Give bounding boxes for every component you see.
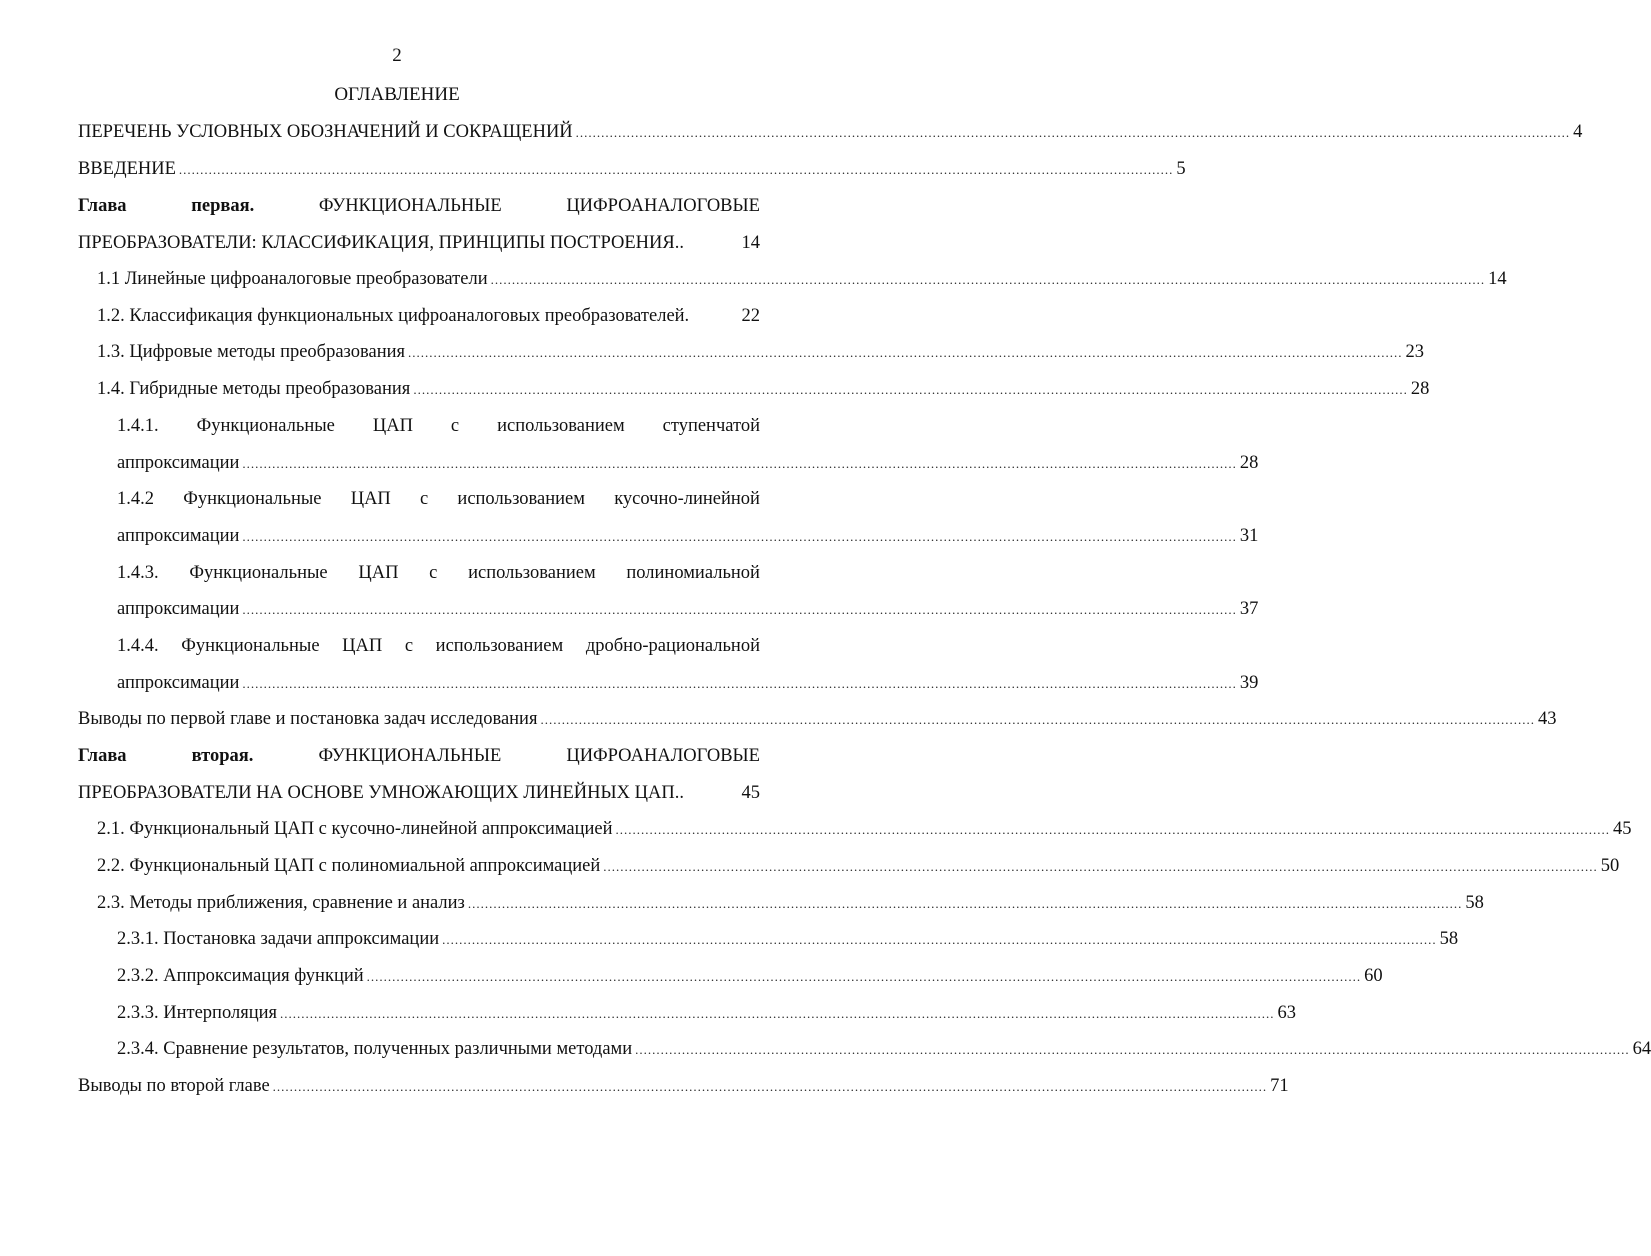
- chapter-word: Глава: [78, 746, 127, 766]
- toc-entry-1-4-3-line2[interactable]: [117, 597, 1259, 622]
- toc-word: использованием: [468, 563, 596, 583]
- chapter-title-word: ФУНКЦИОНАЛЬНЫЕ: [318, 196, 502, 216]
- dot-leader: ..........................................................................................................................................................................................................................................: [540, 712, 1535, 727]
- toc-word: использованием: [435, 636, 564, 656]
- toc-word: полиномиальной: [626, 563, 760, 583]
- dot-leader: ..........................................................................................................................................................................................................................................: [442, 932, 1437, 947]
- toc-word: использованием: [497, 416, 625, 436]
- toc-chapter-2-line2[interactable]: [78, 781, 760, 805]
- toc-entry-1-4-2-line1[interactable]: [117, 487, 760, 511]
- toc-word: дробно-рациональной: [585, 636, 760, 656]
- toc-word: с: [420, 489, 429, 509]
- toc-entry-1-2[interactable]: [97, 304, 760, 328]
- toc-entry-abbreviations[interactable]: [78, 120, 1583, 145]
- toc-page-number: 4: [1573, 122, 1583, 142]
- toc-word: Функциональные: [196, 416, 335, 436]
- toc-page-number: 58: [1439, 929, 1459, 949]
- toc-page-number: 37: [1239, 599, 1259, 619]
- toc-word: с: [450, 416, 460, 436]
- toc-entry-text: ПРЕОБРАЗОВАТЕЛИ: КЛАССИФИКАЦИЯ, ПРИНЦИПЫ ПОСТРОЕНИЯ..: [78, 233, 684, 253]
- toc-entry-text: 1.2. Классификация функциональных цифроаналоговых преобразователей.: [97, 306, 690, 326]
- chapter-number-word: вторая.: [191, 746, 254, 766]
- toc-entry-text: ВВЕДЕНИЕ: [78, 159, 176, 179]
- toc-entry-2-3[interactable]: [97, 891, 1484, 916]
- toc-entry-text: 2.2. Функциональный ЦАП с полиномиальной аппроксимацией: [97, 856, 601, 876]
- toc-entry-text: Выводы по первой главе и постановка задач исследования: [78, 709, 538, 729]
- dot-leader: ..........................................................................................................................................................................................................................................: [242, 676, 1237, 691]
- toc-entry-2-3-1[interactable]: [117, 927, 1459, 952]
- toc-entry-text: ПРЕОБРАЗОВАТЕЛИ НА ОСНОВЕ УМНОЖАЮЩИХ ЛИНЕЙНЫХ ЦАП..: [78, 783, 684, 803]
- toc-entry-text: 2.3.4. Сравнение результатов, полученных различными методами: [117, 1039, 633, 1059]
- toc-entry-text: Выводы по второй главе: [78, 1076, 270, 1096]
- toc-page-number: 71: [1270, 1076, 1289, 1096]
- toc-entry-1-1[interactable]: [97, 267, 1507, 292]
- toc-word: ЦАП: [350, 489, 391, 509]
- toc-entry-text: 1.4. Гибридные методы преобразования: [97, 379, 411, 399]
- toc-entry-2-3-4[interactable]: [117, 1037, 1651, 1062]
- toc-page-number: 23: [1405, 342, 1425, 362]
- toc-entry-text: 2.3.1. Постановка задачи аппроксимации: [117, 929, 440, 949]
- dot-leader: ..........................................................................................................................................................................................................................................: [366, 969, 1362, 984]
- toc-page-number: 5: [1176, 159, 1186, 179]
- toc-word: использованием: [457, 489, 585, 509]
- toc-entry-text: аппроксимации: [117, 599, 240, 619]
- toc-word: 1.4.2: [117, 489, 154, 509]
- dot-leader: ..........................................................................................................................................................................................................................................: [408, 345, 1403, 360]
- toc-entry-1-3[interactable]: [97, 340, 1425, 365]
- toc-page-number: 22: [741, 306, 760, 326]
- toc-chapter-2-heading[interactable]: [78, 744, 760, 768]
- toc-entry-text: 2.3. Методы приближения, сравнение и анализ: [97, 893, 465, 913]
- toc-entry-1-4-2-line2[interactable]: [117, 524, 1259, 549]
- toc-entry-introduction[interactable]: [78, 157, 1186, 182]
- dot-leader: ..........................................................................................................................................................................................................................................: [242, 456, 1237, 471]
- dot-leader: ..........................................................................................................................................................................................................................................: [635, 1042, 1630, 1057]
- chapter-title-word: ЦИФРОАНАЛОГОВЫЕ: [566, 196, 760, 216]
- toc-entry-text: 1.3. Цифровые методы преобразования: [97, 342, 406, 362]
- toc-word: 1.4.4.: [117, 636, 159, 656]
- dot-leader: ..........................................................................................................................................................................................................................................: [272, 1079, 1268, 1094]
- toc-word: Функциональные: [181, 636, 320, 656]
- toc-entry-text: аппроксимации: [117, 453, 240, 473]
- toc-entry-1-4-4-line2[interactable]: [117, 671, 1259, 696]
- toc-page-number: 28: [1239, 453, 1259, 473]
- toc-page-number: 43: [1537, 709, 1557, 729]
- toc-entry-1-4[interactable]: [97, 377, 1430, 402]
- toc-title: ОГЛАВЛЕНИЕ: [334, 84, 460, 105]
- dot-leader: ..........................................................................................................................................................................................................................................: [413, 382, 1408, 397]
- toc-entry-1-4-4-line1[interactable]: [117, 634, 760, 658]
- toc-word: Функциональные: [183, 489, 322, 509]
- toc-entry-text: ПЕРЕЧЕНЬ УСЛОВНЫХ ОБОЗНАЧЕНИЙ И СОКРАЩЕНИЙ: [78, 122, 573, 142]
- toc-entry-conclusions-1[interactable]: [78, 707, 1557, 732]
- toc-word: 1.4.3.: [117, 563, 159, 583]
- chapter-word: Глава: [78, 196, 127, 216]
- toc-page-number: 58: [1465, 893, 1484, 913]
- toc-page-number: 60: [1364, 966, 1383, 986]
- chapter-number-word: первая.: [191, 196, 255, 216]
- toc-entry-text: 2.3.2. Аппроксимация функций: [117, 966, 364, 986]
- toc-word: ЦАП: [342, 636, 383, 656]
- chapter-title-word: ЦИФРОАНАЛОГОВЫЕ: [566, 746, 760, 766]
- dot-leader: ..........................................................................................................................................................................................................................................: [280, 1006, 1275, 1021]
- toc-entry-1-4-1-line2[interactable]: [117, 451, 1259, 476]
- toc-entry-1-4-3-line1[interactable]: [117, 561, 760, 585]
- dot-leader: ..........................................................................................................................................................................................................................................: [575, 125, 1571, 140]
- toc-page-number: 64: [1632, 1039, 1651, 1059]
- chapter-title-word: ФУНКЦИОНАЛЬНЫЕ: [318, 746, 502, 766]
- toc-entry-2-3-3[interactable]: [117, 1001, 1297, 1026]
- toc-page-number: 45: [741, 783, 760, 803]
- toc-word: с: [404, 636, 414, 656]
- page-number: 2: [392, 45, 402, 66]
- toc-entry-text: аппроксимации: [117, 673, 240, 693]
- toc-page-number: 14: [741, 233, 760, 253]
- toc-entry-2-2[interactable]: [97, 854, 1620, 879]
- toc-entry-2-3-2[interactable]: [117, 964, 1383, 989]
- toc-page-number: 45: [1613, 819, 1632, 839]
- toc-entry-2-1[interactable]: [97, 817, 1632, 842]
- toc-chapter-1-heading[interactable]: [78, 194, 760, 218]
- toc-entry-text: 2.3.3. Интерполяция: [117, 1003, 278, 1023]
- toc-word: с: [429, 563, 438, 583]
- toc-entry-text: 2.1. Функциональный ЦАП с кусочно-линейной аппроксимацией: [97, 819, 613, 839]
- dot-leader: ..........................................................................................................................................................................................................................................: [615, 822, 1611, 837]
- dot-leader: ..........................................................................................................................................................................................................................................: [490, 272, 1486, 287]
- toc-word: ЦАП: [358, 563, 399, 583]
- toc-page-number: 14: [1488, 269, 1507, 289]
- toc-word: ступенчатой: [662, 416, 760, 436]
- toc-word: ЦАП: [372, 416, 413, 436]
- toc-entry-1-4-1-line1[interactable]: [117, 414, 760, 438]
- dot-leader: ..........................................................................................................................................................................................................................................: [242, 602, 1237, 617]
- toc-page-number: 63: [1277, 1003, 1297, 1023]
- toc-entry-text: 1.1 Линейные цифроаналоговые преобразователи: [97, 269, 488, 289]
- toc-word: Функциональные: [189, 563, 328, 583]
- toc-page-number: 28: [1410, 379, 1430, 399]
- toc-page-number: 31: [1239, 526, 1259, 546]
- toc-word: кусочно-линейной: [614, 489, 760, 509]
- toc-page-number: 39: [1239, 673, 1259, 693]
- dot-leader: ..........................................................................................................................................................................................................................................: [467, 896, 1463, 911]
- dot-leader: ..........................................................................................................................................................................................................................................: [178, 162, 1174, 177]
- toc-chapter-1-line2[interactable]: [78, 231, 760, 255]
- dot-leader: ..........................................................................................................................................................................................................................................: [242, 529, 1237, 544]
- toc-page-number: 50: [1600, 856, 1620, 876]
- toc-word: 1.4.1.: [117, 416, 159, 436]
- toc-entry-text: аппроксимации: [117, 526, 240, 546]
- dot-leader: ..........................................................................................................................................................................................................................................: [603, 859, 1598, 874]
- toc-entry-conclusions-2[interactable]: [78, 1074, 1289, 1099]
